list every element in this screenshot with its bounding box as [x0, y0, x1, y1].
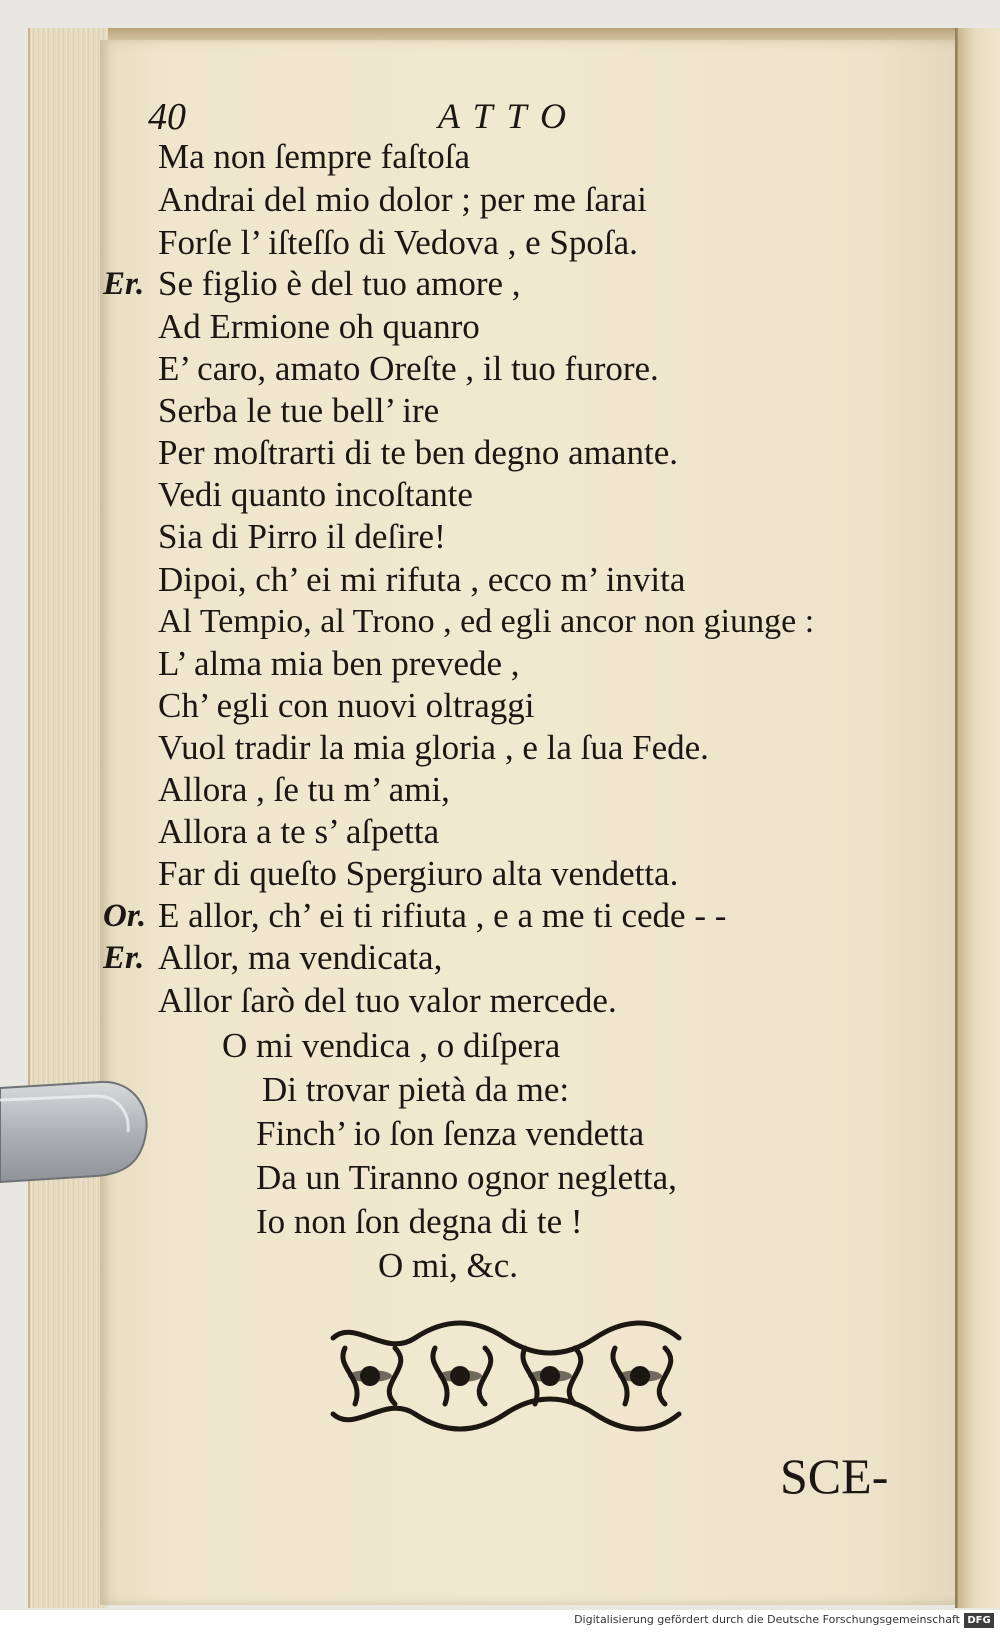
aria-line: Io non ſon degna di te !	[256, 1202, 583, 1241]
aria-line: O mi, &c.	[378, 1246, 518, 1285]
verse-line: Allora , ſe tu m’ ami,	[158, 770, 450, 809]
verse-line: Sia di Pirro il deſire!	[158, 517, 446, 556]
verse-line: Per moſtrarti di te ben degno amante.	[158, 433, 678, 472]
verse-line: Andrai del mio dolor ; per me ſarai	[158, 180, 647, 219]
aria-line: Da un Tiranno ognor negletta,	[256, 1158, 677, 1197]
verse-line: L’ alma mia ben prevede ,	[158, 644, 520, 683]
printers-ornament-icon	[325, 1318, 687, 1434]
verse-line: Vedi quanto incoſtante	[158, 475, 473, 514]
running-head: ATTO	[438, 96, 581, 136]
aria-line: Di trovar pietà da me:	[262, 1070, 570, 1109]
speaker-label: Er.	[103, 266, 145, 302]
aria-line: O mi vendica , o diſpera	[222, 1026, 561, 1065]
verse-line: Forſe l’ iſteſſo di Vedova , e Spoſa.	[158, 223, 638, 262]
verse-line: Far di queſto Spergiuro alta vendetta.	[158, 854, 679, 893]
page-clip-icon	[0, 1070, 150, 1195]
funding-credit: Digitalisierung gefördert durch die Deutsche Forschungsgemeinschaft	[574, 1613, 960, 1626]
digitization-footer	[0, 1610, 1000, 1633]
facing-page-edge	[958, 28, 1000, 1608]
verse-line: Al Tempio, al Trono , ed egli ancor non giunge :	[158, 603, 815, 640]
verse-line: E’ caro, amato Oreſte , il tuo furore.	[158, 349, 659, 388]
book-page-edges	[28, 28, 108, 1608]
verse-line: Allora a te s’ aſpetta	[158, 812, 440, 851]
speaker-label: Er.	[103, 940, 145, 976]
verse-line: Se figlio è del tuo amore ,	[158, 264, 521, 303]
verse-line: Dipoi, ch’ ei mi rifuta , ecco m’ invita	[158, 560, 686, 599]
page-number: 40	[148, 96, 186, 138]
aria-line: Finch’ io ſon ſenza vendetta	[256, 1114, 645, 1153]
verse-line: Allor ſarò del tuo valor mercede.	[158, 981, 617, 1020]
verse-line: Ma non ſempre faſtoſa	[158, 137, 470, 176]
catchword: SCE-	[780, 1448, 889, 1504]
dfg-logo-icon: DFG	[964, 1613, 994, 1628]
verse-line: Vuol tradir la mia gloria , e la ſua Fede.	[158, 728, 709, 767]
verse-line: E allor, ch’ ei ti rifiuta , e a me ti cede - -	[158, 896, 727, 935]
verse-line: Ch’ egli con nuovi oltraggi	[158, 686, 535, 725]
page-header	[0, 95, 1000, 139]
verse-line: Serba le tue bell’ ire	[158, 391, 440, 430]
verse-line: Ad Ermione oh quanro	[158, 307, 480, 346]
verse-line: Allor, ma vendicata,	[158, 938, 443, 977]
speaker-label: Or.	[103, 898, 147, 934]
